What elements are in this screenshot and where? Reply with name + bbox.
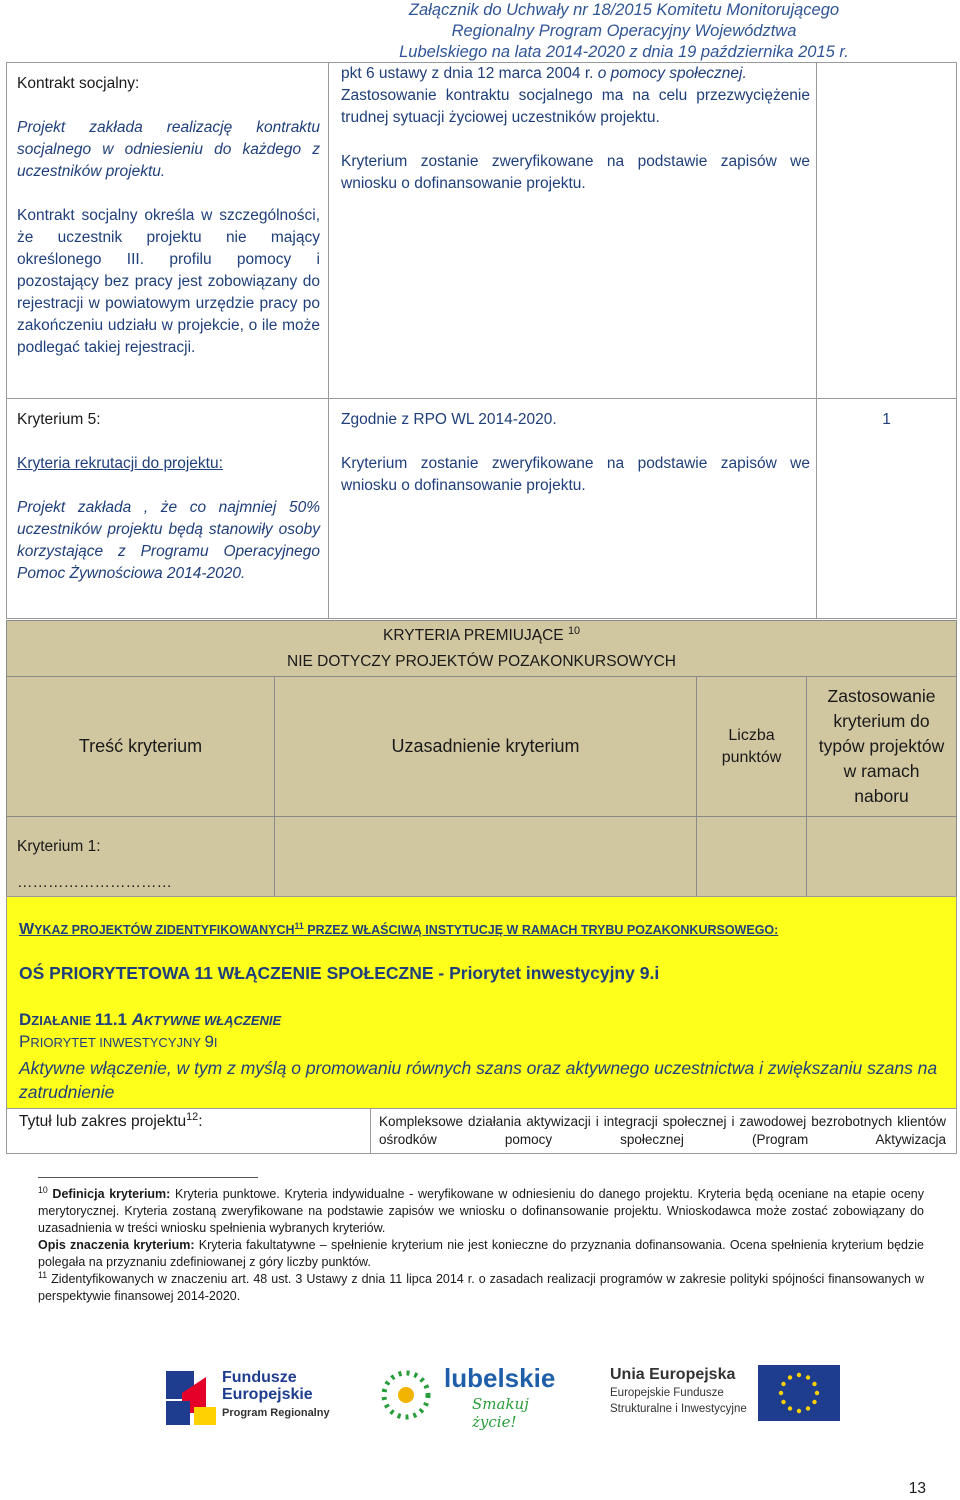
table-row <box>7 817 957 902</box>
criterion-cell <box>7 399 329 619</box>
premium-title: KRYTERIA PREMIUJĄCE <box>383 627 564 644</box>
application-cell <box>807 817 957 902</box>
criterion-text: Kontrakt socjalny określa w szczególności, że uczestnik projektu nie mający określonego III. profilu pomocy i pozostający bez pracy jest zobowiązany do rejestracji w powiatowym urzędzie pracy po zakończeniu udziału w projekcie, o ile może podlegać takiej rejestracji. <box>17 207 320 356</box>
criterion-subtitle: Kryteria rekrutacji do projektu: <box>17 455 223 472</box>
justification-text: Zastosowanie kontraktu socjalnego ma na celu przezwyciężenie trudnej sytuacji życiowej uczestników projektu. <box>341 87 810 126</box>
criterion-placeholder: ………………………… <box>17 874 172 891</box>
project-title-label: Tytuł lub zakres projektu$^{12}$: <box>7 1109 371 1154</box>
priority-axis: OŚ PRIORYTETOWA 11 WŁĄCZENIE SPOŁECZNE - Priorytet inwestycyjny 9.i <box>19 963 660 983</box>
criterion-text: Projekt zakłada realizację kontraktu socjalnego w odniesieniu do każdego z uczestników projektu. <box>17 119 320 180</box>
header-line-1: Załącznik do Uchwały nr 18/2015 Komitetu Monitorującego <box>408 1 840 19</box>
footnotes <box>38 1186 924 1305</box>
justification-text: Kryterium zostanie zweryfikowane na podstawie zapisów we wniosku o dofinansowanie projektu. <box>341 153 810 192</box>
criterion-title: Kryterium 5: <box>17 411 101 428</box>
table-row <box>7 897 957 1109</box>
unia-europejska-logo: Unia Europejska Europejskie Fundusze Strukturalne i Inwestycyjne <box>610 1363 840 1429</box>
criterion-title: Kontrakt socjalny: <box>17 75 140 92</box>
column-header: Liczba punktów <box>697 677 807 817</box>
priority-description: Aktywne włączenie, w tym z myślą o promowaniu równych szans oraz aktywnego uczestnictwa i zwiększaniu szans na zatrudnienie <box>19 1058 938 1102</box>
fe-stars-icon <box>160 1363 222 1429</box>
project-title-value: Kompleksowe działania aktywizacji i integracji społecznej i zawodowej bezrobotnych klientów ośrodków pomocy społecznej (Program Aktywizacja <box>371 1109 957 1154</box>
column-header: Treść kryterium <box>7 677 275 817</box>
footnote: $^{10}$ Definicja kryterium: Kryteria punktowe. Kryteria indywidualne - weryfikowane w odniesieniu do danego projektu. Kryteria będą oceniane na etapie oceny merytorycznej. Kryteria zostaną zweryfikowane na podstawie zapisów we wniosku o dofinansowanie projektu. Wnioskodawca może zostać zobowiązany do uzasadnienia w treści wniosku spełnienia wybranych kryteriów. <box>38 1184 924 1235</box>
criterion-text: Projekt zakłada , że co najmniej 50% uczestników projektu będą stanowiły osoby korzystające z Programu Operacyjnego Pomoc Żywnościowa 2014-2020. <box>17 499 320 582</box>
footnote: Opis znaczenia kryterium: Kryteria fakultatywne – spełnienie kryterium nie jest konieczne do przyznania dofinansowania. Ocena spełnienia kryterium będzie polegała na przyznaniu zdefiniowanej z góry liczby punktów. <box>38 1238 924 1269</box>
justification-cell <box>329 63 817 399</box>
measure-title: DZIAŁANIE 11.1 AKTYWNE WŁĄCZENIE <box>19 1010 282 1029</box>
column-header: Zastosowanie kryterium do typów projektów w ramach naboru <box>807 677 957 817</box>
criterion-title: Kryterium 1: <box>17 838 101 855</box>
header-line-3: Lubelskiego na lata 2014-2020 z dnia 19 października 2015 r. <box>399 43 849 61</box>
table-row <box>7 1109 957 1154</box>
page-number: 13 <box>908 1480 926 1497</box>
project-list-table <box>6 896 957 1154</box>
table-row <box>7 63 957 399</box>
investment-priority: PRIORYTET INWESTYCYJNY 9I <box>19 1032 218 1051</box>
premium-subtitle: NIE DOTYCZY PROJEKTÓW POZAKONKURSOWYCH <box>287 653 676 670</box>
header-line-2: Regionalny Program Operacyjny Województwa <box>451 22 797 40</box>
points-cell <box>817 63 957 399</box>
lubelskie-stars-icon <box>376 1365 436 1425</box>
criterion-cell <box>7 817 275 902</box>
logo-bar <box>160 1355 840 1435</box>
points-cell <box>697 817 807 902</box>
table-row <box>7 621 957 677</box>
document-header <box>324 0 924 63</box>
points-cell <box>817 399 957 619</box>
table-row <box>7 399 957 619</box>
project-list-header <box>7 897 957 1109</box>
list-title: WYKAZ PROJEKTÓW ZIDENTYFIKOWANYCH$^{11}$ PRZEZ WŁAŚCIWĄ INSTYTUCJĘ W RAMACH TRYBU POZAKONKURSOWEGO: <box>19 920 779 938</box>
act-name: o pomocy społecznej. <box>597 65 747 82</box>
footnote-ref: 10 <box>567 624 580 637</box>
lubelskie-logo: lubelskie Smakuj życie! <box>376 1361 576 1431</box>
justification-cell <box>329 399 817 619</box>
premium-header <box>7 621 957 677</box>
premium-criteria-table <box>6 620 957 902</box>
criteria-table <box>6 62 957 619</box>
footnote-rule <box>38 1177 258 1178</box>
column-header: Uzasadnienie kryterium <box>275 677 697 817</box>
points-value: 1 <box>882 411 891 428</box>
criterion-cell <box>7 63 329 399</box>
eu-flag-icon <box>758 1365 840 1421</box>
footnote: $^{11}$ Zidentyfikowanych w znaczeniu art. 48 ust. 3 Ustawy z dnia 11 lipca 2014 r. o zasadach realizacji programów w zakresie polityki spójności finansowanych w perspektywie finansowej 2014-2020. <box>38 1269 924 1303</box>
fundusze-europejskie-logo: Fundusze Europejskie Program Regionalny <box>160 1363 335 1429</box>
justification-text: Zgodnie z RPO WL 2014-2020. <box>341 411 557 428</box>
justification-text: Kryterium zostanie zweryfikowane na podstawie zapisów we wniosku o dofinansowanie projektu. <box>341 455 810 494</box>
justification-cell <box>275 817 697 902</box>
table-row <box>7 677 957 817</box>
justification-text: pkt 6 ustawy z dnia 12 marca 2004 r. <box>341 65 598 82</box>
